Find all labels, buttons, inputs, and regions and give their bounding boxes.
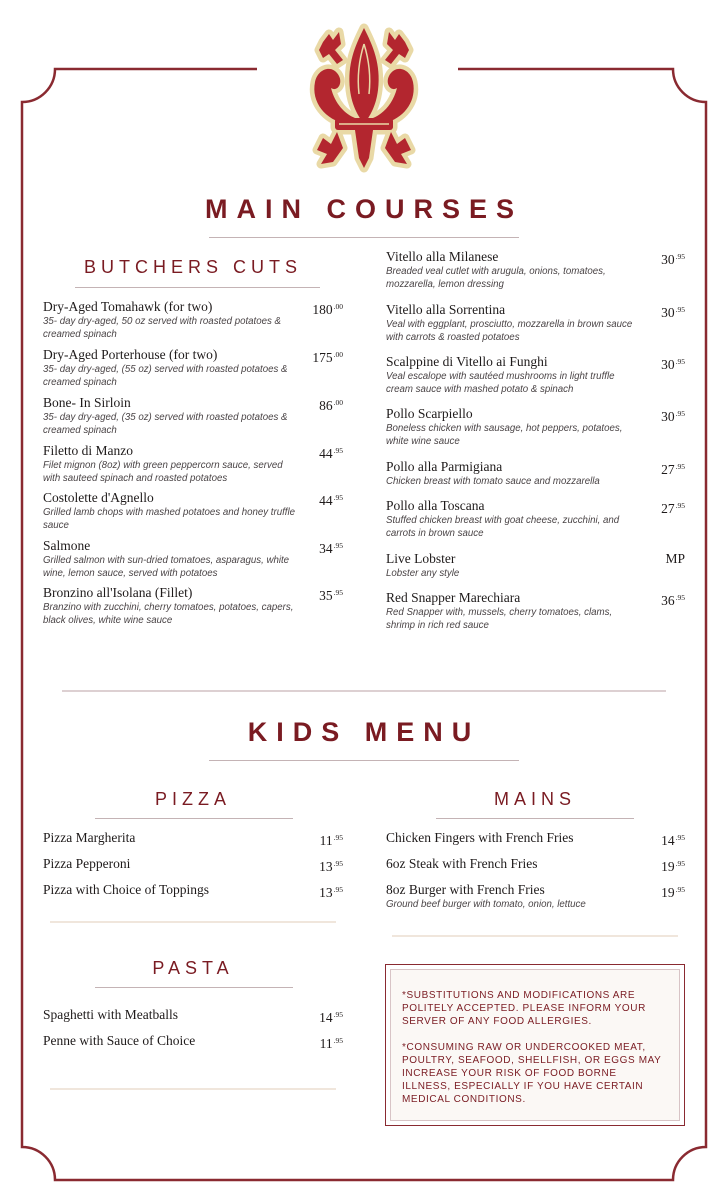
price-whole: 27 bbox=[661, 501, 675, 516]
substitutions-note: *SUBSTITUTIONS AND MODIFICATIONS ARE POLITELY ACCEPTED. PLEASE INFORM YOUR SERVER OF ANY FOOD ALLERGIES. bbox=[402, 990, 646, 1027]
butchers-divider bbox=[75, 287, 320, 288]
menu-item-description: Lobster any style bbox=[386, 568, 460, 579]
menu-item-name: 6oz Steak with French Fries bbox=[386, 856, 538, 871]
price-whole: 30 bbox=[661, 357, 675, 372]
price-cents: .95 bbox=[675, 885, 685, 894]
price-cents: .95 bbox=[675, 357, 685, 366]
price-whole: 13 bbox=[319, 859, 333, 874]
menu-item-price bbox=[665, 551, 685, 566]
menu-item-price bbox=[661, 459, 685, 477]
price-whole: 44 bbox=[319, 493, 333, 508]
menu-item-price bbox=[661, 856, 685, 874]
menu-item-name: Pizza Pepperoni bbox=[43, 856, 131, 871]
price-cents: .95 bbox=[333, 833, 343, 842]
menu-item bbox=[43, 347, 343, 389]
menu-item-name: Costolette d'Agnello bbox=[43, 490, 154, 505]
menu-item-price bbox=[320, 830, 343, 848]
menu-item-price bbox=[319, 856, 343, 874]
menu-item-description: Breaded veal cutlet with arugula, onions, tomatoes, mozzarella, lemon dressing bbox=[386, 266, 606, 290]
price-cents: .00 bbox=[333, 302, 343, 311]
menu-item bbox=[386, 551, 685, 580]
menu-item-description: Filet mignon (8oz) with green peppercorn sauce, served with sauteed spinach and roasted potatoes bbox=[43, 460, 283, 484]
menu-item bbox=[43, 830, 343, 848]
price-whole: 86 bbox=[319, 398, 333, 413]
menu-item-description: Branzino with zucchini, cherry tomatoes, potatoes, capers, black olives, white wine sauce bbox=[43, 602, 294, 626]
menu-item-name: Pollo alla Parmigiana bbox=[386, 459, 503, 474]
menu-item-description: 35- day dry-aged, (55 oz) served with roasted potatoes & creamed spinach bbox=[43, 364, 288, 388]
mains-divider bbox=[436, 818, 634, 819]
pasta-heading: PASTA bbox=[152, 958, 234, 978]
kids-title-divider bbox=[209, 760, 519, 761]
menu-item-name: Live Lobster bbox=[386, 551, 456, 566]
price-cents: .95 bbox=[333, 1010, 343, 1019]
menu-item-price bbox=[661, 354, 685, 372]
title-divider bbox=[209, 237, 519, 238]
price-whole: 34 bbox=[319, 541, 333, 556]
price-whole: 35 bbox=[319, 588, 333, 603]
menu-item-description: 35- day dry-aged, 50 oz served with roasted potatoes & creamed spinach bbox=[43, 316, 282, 340]
menu-item-name: Bone- In Sirloin bbox=[43, 395, 131, 410]
menu-item-name: Pizza Margherita bbox=[43, 830, 136, 845]
price-whole: 30 bbox=[661, 252, 675, 267]
price-whole: 27 bbox=[661, 462, 675, 477]
section-divider bbox=[62, 690, 666, 692]
menu-item bbox=[43, 1033, 343, 1051]
menu-item bbox=[43, 585, 343, 627]
menu-item-name: 8oz Burger with French Fries bbox=[386, 882, 545, 897]
mains-heading: MAINS bbox=[493, 789, 576, 809]
price-whole: 175 bbox=[312, 350, 333, 365]
menu-item-name: Spaghetti with Meatballs bbox=[43, 1007, 178, 1022]
main-courses-title: MAIN COURSES bbox=[204, 194, 523, 224]
price-cents: .95 bbox=[675, 859, 685, 868]
menu-item-price bbox=[319, 490, 343, 508]
price-whole: 44 bbox=[319, 446, 333, 461]
mains-bottom-divider bbox=[392, 935, 678, 937]
menu-item-description: Veal with eggplant, prosciutto, mozzarella in brown sauce with carrots & roasted potatoes bbox=[386, 319, 633, 343]
price-cents: .95 bbox=[675, 593, 685, 602]
menu-item-description: Veal escalope with sautéed mushrooms in light truffle cream sauce with mashed potato & spinach bbox=[386, 371, 615, 395]
menu-item-description: Ground beef burger with tomato, onion, lettuce bbox=[386, 899, 586, 910]
price-whole: 14 bbox=[661, 833, 675, 848]
menu-item bbox=[386, 354, 685, 396]
menu-item bbox=[43, 490, 343, 532]
menu-item-name: Salmone bbox=[43, 538, 91, 553]
price-cents: .95 bbox=[333, 885, 343, 894]
price-cents: .95 bbox=[675, 409, 685, 418]
pizza-bottom-divider bbox=[50, 921, 336, 923]
price-cents: .95 bbox=[333, 493, 343, 502]
menu-item-price bbox=[319, 395, 343, 413]
menu-item bbox=[386, 590, 685, 632]
menu-item-price bbox=[661, 590, 685, 608]
price-cents: .95 bbox=[333, 541, 343, 550]
menu-item bbox=[43, 538, 343, 580]
menu-item-price bbox=[319, 538, 343, 556]
fleur-de-lis-icon bbox=[303, 20, 425, 178]
menu-item-price bbox=[312, 347, 343, 365]
menu-item-price bbox=[319, 882, 343, 900]
menu-item bbox=[386, 856, 685, 874]
menu-item-name: Chicken Fingers with French Fries bbox=[386, 830, 574, 845]
price-whole: 30 bbox=[661, 305, 675, 320]
price-cents: .00 bbox=[333, 350, 343, 359]
menu-item-price bbox=[319, 585, 343, 603]
menu-item bbox=[386, 249, 685, 291]
menu-item bbox=[386, 498, 685, 540]
menu-item-description: Stuffed chicken breast with goat cheese, zucchini, and carrots in brown sauce bbox=[386, 515, 620, 539]
menu-item-price bbox=[319, 1007, 343, 1025]
menu-item bbox=[386, 406, 685, 448]
menu-item-description: Red Snapper with, mussels, cherry tomatoes, clams, shrimp in rich red sauce bbox=[386, 607, 613, 631]
menu-item-name: Pizza with Choice of Toppings bbox=[43, 882, 210, 897]
menu-item-price bbox=[319, 443, 343, 461]
allergy-notice bbox=[385, 964, 685, 1126]
menu-item-price bbox=[661, 249, 685, 267]
menu-item-price bbox=[661, 302, 685, 320]
menu-item-description: 35- day dry-aged, (35 oz) served with roasted potatoes & creamed spinach bbox=[43, 412, 288, 436]
menu-item-name: Pollo alla Toscana bbox=[386, 498, 485, 513]
price-whole: 30 bbox=[661, 409, 675, 424]
price-whole: 19 bbox=[661, 859, 675, 874]
butchers-cuts-heading: BUTCHERS CUTS bbox=[83, 257, 302, 277]
menu-item-description: Grilled salmon with sun-dried tomatoes, asparagus, white wine, lemon sauce, served with potatoes bbox=[43, 555, 290, 579]
price-whole: 36 bbox=[661, 593, 675, 608]
price-whole: 14 bbox=[319, 1010, 333, 1025]
menu-item-name: Bronzino all'Isolana (Fillet) bbox=[43, 585, 193, 600]
menu-item bbox=[386, 882, 685, 911]
menu-item-description: Boneless chicken with sausage, hot peppers, potatoes, white wine sauce bbox=[386, 423, 623, 447]
price-cents: .95 bbox=[333, 588, 343, 597]
price-whole: 180 bbox=[312, 302, 333, 317]
menu-item-name: Dry-Aged Porterhouse (for two) bbox=[43, 347, 218, 362]
price-cents: .95 bbox=[675, 252, 685, 261]
price-cents: .95 bbox=[675, 833, 685, 842]
menu-item-name: Scalppine di Vitello ai Funghi bbox=[386, 354, 548, 369]
price-cents: .95 bbox=[675, 501, 685, 510]
consumption-warning: *CONSUMING RAW OR UNDERCOOKED MEAT, POULTRY, SEAFOOD, SHELLFISH, OR EGGS MAY INCREASE YOUR RISK OF FOOD BORNE ILLNESS, ESPECIALLY IF YOU HAVE CERTAIN MEDICAL CONDITIONS. bbox=[402, 1042, 662, 1105]
menu-item bbox=[43, 443, 343, 485]
menu-item-description: Chicken breast with tomato sauce and mozzarella bbox=[386, 476, 600, 487]
menu-item-name: Red Snapper Marechiara bbox=[386, 590, 521, 605]
price-cents: .00 bbox=[333, 398, 343, 407]
menu-item bbox=[43, 856, 343, 874]
price-cents: .95 bbox=[675, 305, 685, 314]
menu-item-price bbox=[661, 830, 685, 848]
menu-item-name: Filetto di Manzo bbox=[43, 443, 133, 458]
price-cents: .95 bbox=[333, 1036, 343, 1045]
menu-item bbox=[43, 882, 343, 900]
pasta-divider bbox=[95, 987, 293, 988]
menu-item-name: Pollo Scarpiello bbox=[386, 406, 473, 421]
menu-item-price bbox=[312, 299, 343, 317]
kids-menu-title: KIDS MENU bbox=[247, 717, 481, 747]
menu-item-name: Vitello alla Sorrentina bbox=[386, 302, 506, 317]
price-whole: 19 bbox=[661, 885, 675, 900]
menu-item bbox=[386, 302, 685, 344]
menu-item bbox=[386, 830, 685, 848]
menu-item-name: Penne with Sauce of Choice bbox=[43, 1033, 196, 1048]
menu-item-price bbox=[320, 1033, 343, 1051]
price-cents: .95 bbox=[333, 446, 343, 455]
price-whole: 13 bbox=[319, 885, 333, 900]
menu-item-name: Dry-Aged Tomahawk (for two) bbox=[43, 299, 213, 314]
price-whole: MP bbox=[665, 551, 685, 566]
menu-item-price bbox=[661, 882, 685, 900]
menu-item bbox=[43, 299, 343, 341]
price-cents: .95 bbox=[333, 859, 343, 868]
menu-item bbox=[43, 395, 343, 437]
price-whole: 11 bbox=[319, 833, 333, 848]
pizza-divider bbox=[95, 818, 293, 819]
menu-item-name: Vitello alla Milanese bbox=[386, 249, 499, 264]
price-whole: 11 bbox=[319, 1036, 333, 1051]
menu-item bbox=[43, 1007, 343, 1025]
price-cents: .95 bbox=[675, 462, 685, 471]
menu-item bbox=[386, 459, 685, 488]
menu-item-price bbox=[661, 498, 685, 516]
menu-item-description: Grilled lamb chops with mashed potatoes and honey truffle sauce bbox=[43, 507, 296, 531]
menu-item-price bbox=[661, 406, 685, 424]
pizza-heading: PIZZA bbox=[154, 789, 231, 809]
pasta-bottom-divider bbox=[50, 1088, 336, 1090]
